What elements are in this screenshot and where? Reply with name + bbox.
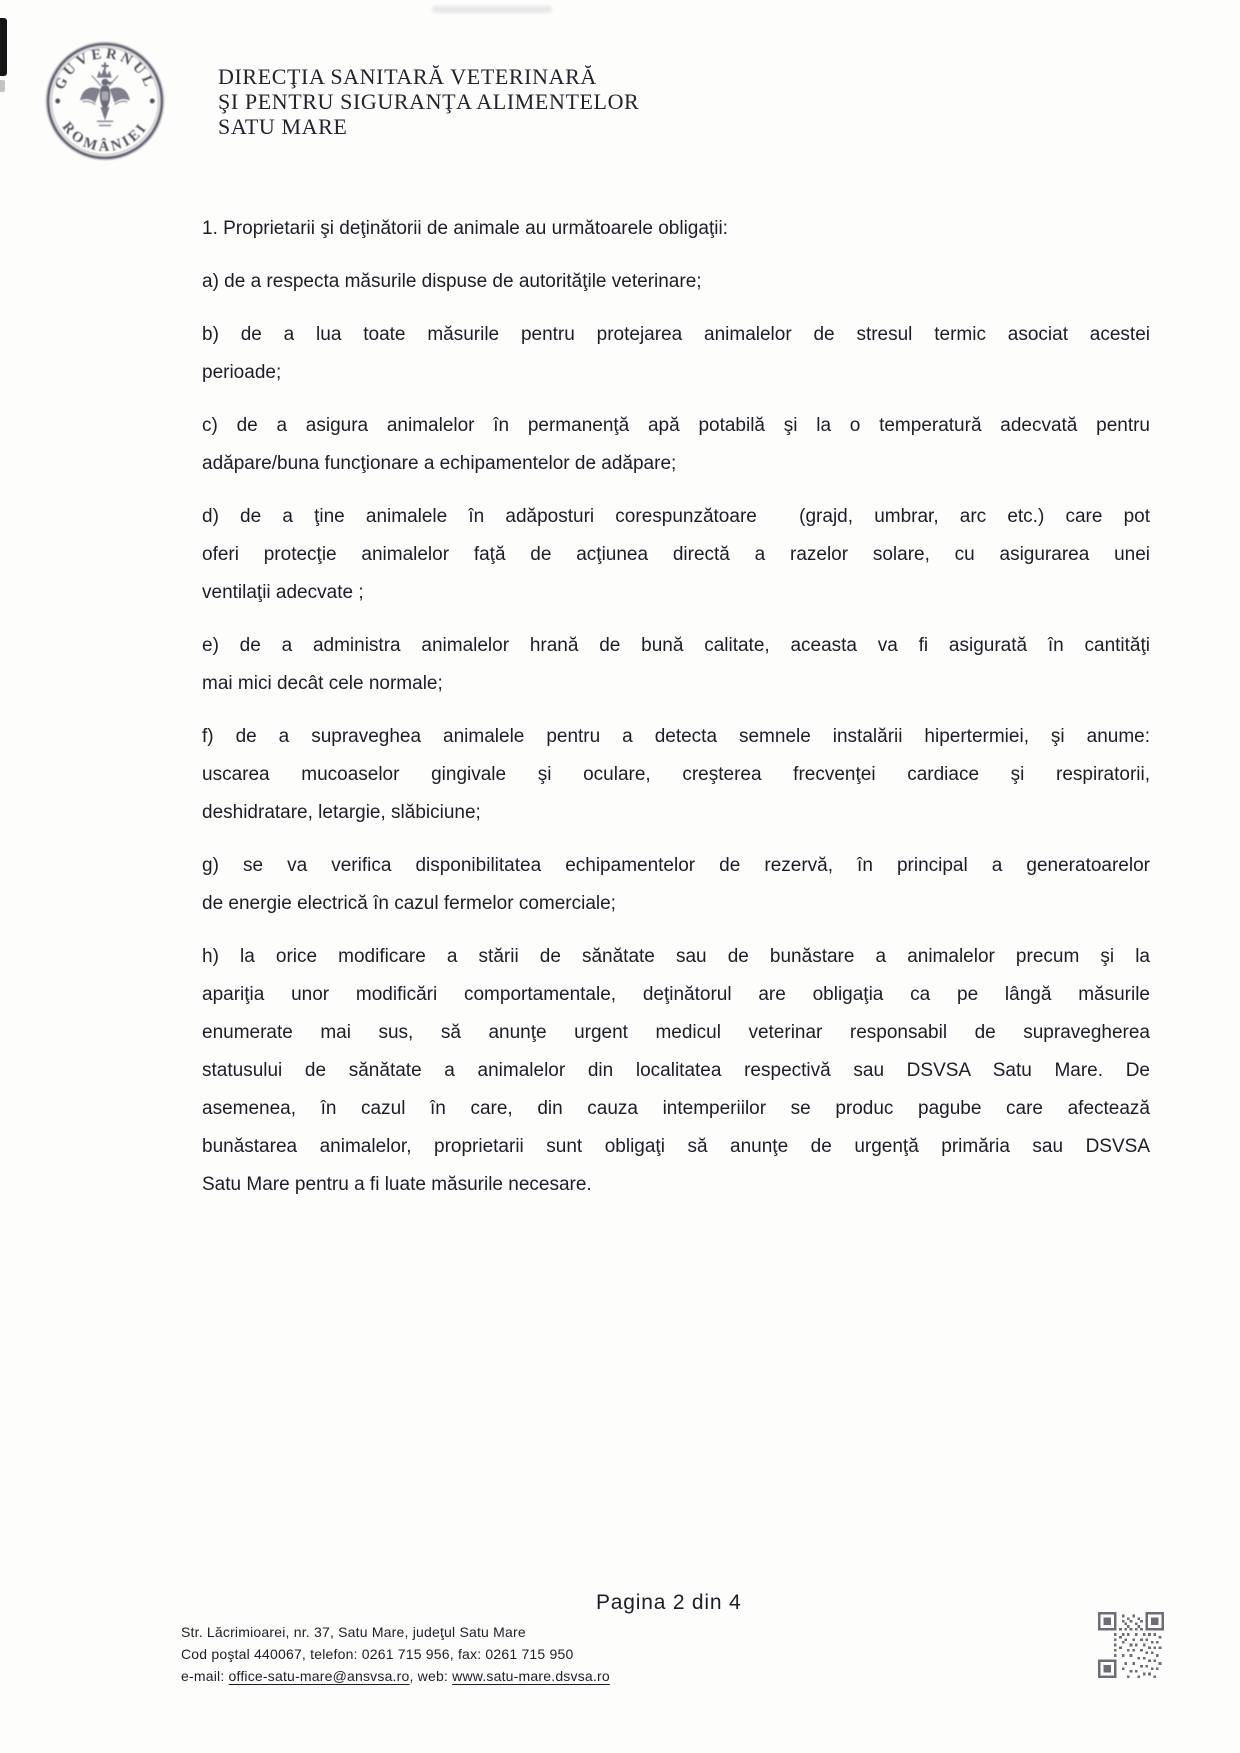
paragraph-line: ventilaţii adecvate ;: [202, 582, 364, 603]
paragraph-line: f) de a supraveghea animalele pentru a detecta semnele instalării hipertermiei, şi anume:: [202, 726, 1150, 747]
email-label: e-mail:: [181, 1668, 229, 1684]
web-link[interactable]: www.satu-mare.dsvsa.ro: [452, 1668, 610, 1684]
email-link[interactable]: office-satu-mare@ansvsa.ro: [228, 1668, 410, 1684]
organization-name-block: [218, 64, 639, 139]
footer-address-block: [181, 1621, 610, 1687]
page-indicator: Pagina 2 din 4: [596, 1591, 742, 1614]
seal-left-dot: [55, 99, 60, 104]
paragraph: [202, 847, 1150, 923]
paragraph-line: a) de a respecta măsurile dispuse de autorităţile veterinare;: [202, 271, 702, 292]
government-seal-logo: [44, 40, 166, 162]
paragraph: [202, 210, 1150, 248]
paragraph-line: uscarea mucoaselor gingivale şi oculare, creşterea frecvenţei cardiace şi respiratorii,: [202, 764, 1150, 785]
scan-edge-artifact-faint: [0, 80, 5, 92]
paragraph-line: g) se va verifica disponibilitatea echipamentelor de rezervă, în principal a generatoarelor: [202, 855, 1150, 876]
paragraph: [202, 498, 1150, 612]
address-line-2: Cod poştal 440067, telefon: 0261 715 956, fax: 0261 715 950: [181, 1646, 574, 1662]
paragraph-line: apariţia unor modificări comportamentale, deţinătorul are obligaţia ca pe lângă măsurile: [202, 984, 1150, 1005]
seal-bottom-text: ROMÂNIEI: [58, 119, 152, 155]
paragraph-line: 1. Proprietarii şi deţinătorii de animale au următoarele obligaţii:: [202, 218, 728, 239]
paragraph: [202, 718, 1150, 832]
paragraph-line: de energie electrică în cazul fermelor comerciale;: [202, 893, 616, 914]
scan-top-smudge: [432, 6, 552, 13]
paragraph: [202, 407, 1150, 483]
paragraph-line: Satu Mare pentru a fi luate măsurile necesare.: [202, 1174, 592, 1195]
paragraph: [202, 938, 1150, 1204]
scan-edge-artifact: [0, 18, 7, 76]
address-line-1: Str. Lăcrimioarei, nr. 37, Satu Mare, judeţul Satu Mare: [181, 1624, 526, 1640]
paragraph-line: h) la orice modificare a stării de sănătate sau de bunăstare a animalelor precum şi la: [202, 946, 1150, 967]
document-body: [202, 210, 1150, 1219]
paragraph-line: oferi protecţie animalelor faţă de acţiunea directă a razelor solare, cu asigurarea unei: [202, 544, 1150, 565]
seal-top-text: GUVERNUL: [52, 45, 158, 92]
paragraph-line: perioade;: [202, 362, 282, 383]
paragraph-line: bunăstarea animalelor, proprietarii sunt obligaţi să anunţe de urgenţă primăria sau DSVSA: [202, 1136, 1150, 1157]
paragraph: [202, 627, 1150, 703]
paragraph: [202, 263, 1150, 301]
qr-code: [1098, 1612, 1164, 1678]
paragraph-line: deshidratare, letargie, slăbiciune;: [202, 802, 481, 823]
paragraph: [202, 316, 1150, 392]
paragraph-line: mai mici decât cele normale;: [202, 673, 443, 694]
paragraph-line: enumerate mai sus, să anunţe urgent medicul veterinar responsabil de supravegherea: [202, 1022, 1150, 1043]
org-name-line-3: SATU MARE: [218, 114, 348, 139]
paragraph-line: statusului de sănătate a animalelor din localitatea respectivă sau DSVSA Satu Mare. De: [202, 1060, 1150, 1081]
paragraph-line: c) de a asigura animalelor în permanenţă apă potabilă şi la o temperatură adecvată pentru: [202, 415, 1150, 436]
seal-eagle-emblem: [80, 62, 130, 125]
org-name-line-2: ŞI PENTRU SIGURANŢA ALIMENTELOR: [218, 89, 640, 114]
seal-right-dot: [150, 99, 155, 104]
paragraph-line: b) de a lua toate măsurile pentru protejarea animalelor de stresul termic asociat acestei: [202, 324, 1150, 345]
address-line-3: [181, 1665, 610, 1687]
paragraph-line: asemenea, în cazul în care, din cauza intemperiilor se produc pagube care afectează: [202, 1098, 1150, 1119]
paragraph-line: d) de a ţine animalele în adăposturi corespunzătoare (grajd, umbrar, arc etc.) care pot: [202, 506, 1150, 527]
org-name-line-1: DIRECŢIA SANITARĂ VETERINARĂ: [218, 64, 597, 89]
paragraph-line: adăpare/buna funcţionare a echipamentelor de adăpare;: [202, 453, 677, 474]
web-label: , web:: [409, 1668, 453, 1684]
paragraph-line: e) de a administra animalelor hrană de bună calitate, aceasta va fi asigurată în cantităţi: [202, 635, 1150, 656]
